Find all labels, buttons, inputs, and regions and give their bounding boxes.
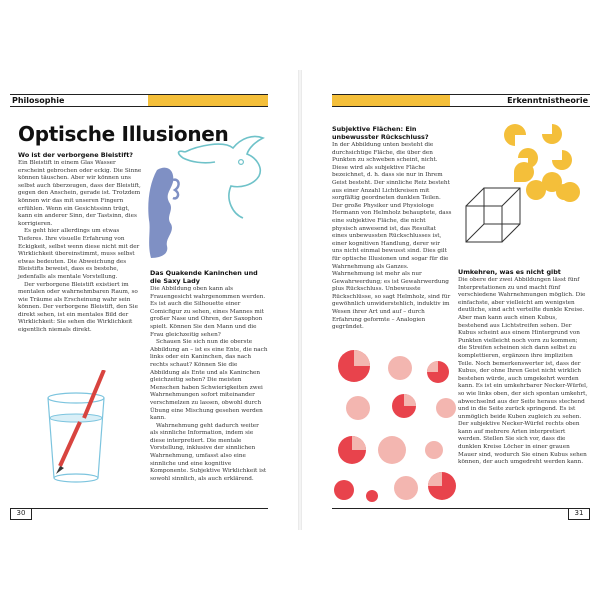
- left-section-label: Philosophie: [12, 96, 65, 105]
- right-section-label: Erkenntnistheorie: [507, 96, 588, 105]
- rabbit-outline: [185, 136, 263, 218]
- yellow-circle: [552, 150, 572, 170]
- pink-circle: [425, 441, 443, 459]
- pencil-tip: [56, 466, 64, 474]
- subjective-text: [332, 142, 452, 332]
- necker-edge: [502, 224, 520, 242]
- flip-text: [458, 277, 588, 467]
- rabbit-ear: [179, 151, 215, 163]
- page-title: Optische Illusionen: [18, 122, 229, 146]
- rabbit-paragraph: Wahrnehmung geht dadurch weiter als sinnliche Information, indem sie diese interpretiert. Die mentale Vorstellung, inklusive der sinnlichen Wahrnehmung, umfasst also eine sinnliche und eine kognitive Komponente. Subjektive Wirklichkeit ist sowohl sinnlich, als auch erklärend.: [150, 422, 267, 482]
- subjective-paragraph: In der Abbildung unten besteht die durchsichtige Fläche, die über den Punkten zu schweben scheint, nicht. Diese wird als subjektive Fläche bezeichnet, d. h. dass sie nur in Ihrem Geist besteht. Der sinnliche Reiz besteht aus einer Anzahl Lichtkreisen mit sorgfältig geordneten dunklen Teilen. Der große Physiker und Physiologe Hermann von Helmholz behauptete, dass eine subjektive Fläche, die nicht physisch anwesend ist, das Resultat eines unbewussten Rückschlusses ist, einer kognitiven Handlung, derer wir uns nicht einmal bewusst sind. Dies gilt für optische Illusionen und sogar für die Wahrnehmung als Ganzes. Wahrnehmung ist mehr als nur Gewahrwerdung; es ist Gewahrwerdung plus Rückschluss. Unbewusste Rückschlüsse, so sagt Helmholz, sind für gewöhnlich unwiderstehlich, induktiv im Wesen ihrer Art und auf – durch Erfahrung geformte – Analogien gegründet.: [332, 142, 452, 331]
- left-header-accent: [148, 95, 268, 106]
- saxophone-figure: [148, 168, 173, 258]
- necker-edge: [466, 188, 484, 206]
- pink-segment: [354, 350, 370, 366]
- glass-sides: [48, 398, 104, 478]
- duck-rabbit-illustration: [145, 134, 270, 260]
- right-page: [302, 70, 600, 530]
- subjective-surface-illustration: [332, 346, 462, 504]
- red-circle: [366, 490, 378, 502]
- rabbit-paragraph: Schauen Sie sich nun die oberste Abbildung an – ist es eine Ente, die nach links oder ein Kaninchen, das nach rechts schaut? Können Sie die Abbildung als Ente und als Kaninchen gleichzeitig sehen? Die meisten Menschen haben Schwierigkeiten zwei Wahrnehmungen sofort miteinander verschmelzen zu lassen, obwohl durch Übung eine Mischung gesehen werden kann.: [150, 339, 268, 422]
- pink-circle: [436, 398, 456, 418]
- yellow-circle: [542, 124, 562, 144]
- yellow-circle: [514, 162, 534, 182]
- subjective-heading: Subjektive Flächen: Ein unbewusster Rückschluss?: [332, 125, 429, 141]
- pink-segment: [428, 472, 442, 486]
- right-page-number: 31: [568, 508, 590, 520]
- glass-pencil-illustration: [40, 370, 120, 490]
- rabbit-heading: Das Quakende Kaninchen und die Saxy Lady: [150, 269, 258, 285]
- flip-heading: Umkehren, was es nicht gibt: [458, 268, 561, 276]
- pencil-text: [18, 160, 144, 335]
- right-header-bar: [332, 94, 590, 107]
- left-page-number: 30: [10, 508, 32, 520]
- left-header-bar: [10, 94, 268, 107]
- pink-segment: [352, 436, 366, 450]
- saxophone-nose: [173, 180, 179, 199]
- necker-cube-illustration: [460, 182, 530, 252]
- pink-circle: [346, 396, 370, 420]
- pencil-upper: [84, 370, 104, 418]
- rabbit-eye: [239, 160, 244, 165]
- flip-paragraph: Die obere der zwei Abbildungen lässt fünf Interpretationen zu und macht fünf verschiedene Wahrnehmungen möglich. Die einfachste, aber vielleicht am wenigsten deutliche, sind acht verteilte dunkle Kreise. Aber man kann auch einen Kubus, bestehend aus Lichtstreifen sehen. Der Kubus scheint aus einem Hintergrund von Punkten vielleicht noch vorn zu kommen; die Streifen scheinen sich dann selbst zu komplettieren, ergänzen ihre impliziten Teile. Noch bemerkenswerter ist, dass der Kubus, der ohne Ihren Geist nicht wirklich bestehen würde, auch umgekehrt werden kann. Es ist ein umkehrbarer Necker-Würfel, so wie links oben, der sich spontan umkehrt, abwechselnd aus der Seite heraus stechend und in die Seite zurück springend. Es ist unmöglich beide Kuben zugleich zu sehen. Der subjektive Necker-Würfel rechts oben kann auf mehrere Arten interpretiert werden. Stellen Sie sich vor, dass die dunklen Kreise Löcher in einer grauen Mauer sind, wodurch Sie einen Kubus sehen können, der auch umgedreht werden kann.: [458, 277, 588, 466]
- necker-edge: [502, 188, 520, 206]
- pink-circle: [378, 436, 406, 464]
- left-footer-line: [10, 508, 268, 509]
- necker-edge: [466, 224, 484, 242]
- rabbit-text: [150, 286, 268, 483]
- pink-segment: [427, 361, 438, 372]
- pencil-paragraph: Der verborgene Bleistift existiert im mentalen oder wahrnehmbaren Raum, so wie Träume als Erscheinung wahr sein können. Der verborgene Bleistift, den Sie direkt sehen, ist ein mentales Bild der Wirklichkeit: Sie sehen die Wirklichkeit eigentlich niemals direkt.: [18, 281, 138, 334]
- pencil-heading: Wo ist der verborgene Bleistift?: [18, 151, 133, 159]
- pink-segment: [404, 394, 416, 406]
- water-surface: [50, 414, 102, 422]
- right-footer-line: [332, 508, 590, 509]
- pencil-paragraph: Es geht hier allerdings um etwas Tieferes. Ihre visuelle Erfahrung von Eckigkeit, selbst wenn diese nicht mit der Wirklichkeit übereinstimmt, muss selbst etwas bedeuten. Die Abweichung des Bleistifts beweist, dass es bestehe, jedenfalls als mentale Vorstellung.: [18, 228, 140, 280]
- pencil-paragraph: Ein Bleistift in einem Glas Wasser erscheint gebrochen oder eckig. Die Sinne können täuschen. Aber wir können uns selbst auch überzeugen, dass der Bleistift, gegen den Anschein, gerade ist. Trotzdem können wir das mit unseren Fingern erfühlen. Wenn ein Gesichtssinn trügt, kann ein anderer Sinn, der Tastsinn, dies korrigieren.: [18, 160, 142, 227]
- rabbit-paragraph: Die Abbildung oben kann als Frauengesicht wahrgenommen werden. Es ist auch die Silhouette einer Comicfigur zu sehen, eines Mannes mit großer Nase und Ohren, der Saxophon spielt. Können Sie den Mann und die Frau gleichzeitig sehen?: [150, 286, 266, 338]
- pink-circle: [394, 476, 418, 500]
- book-spread: [0, 70, 600, 530]
- pencil-lower: [60, 422, 80, 466]
- red-circle: [334, 480, 354, 500]
- left-page: [0, 70, 298, 530]
- glass-base: [54, 474, 98, 482]
- right-header-accent: [332, 95, 450, 106]
- yellow-circle: [504, 124, 526, 146]
